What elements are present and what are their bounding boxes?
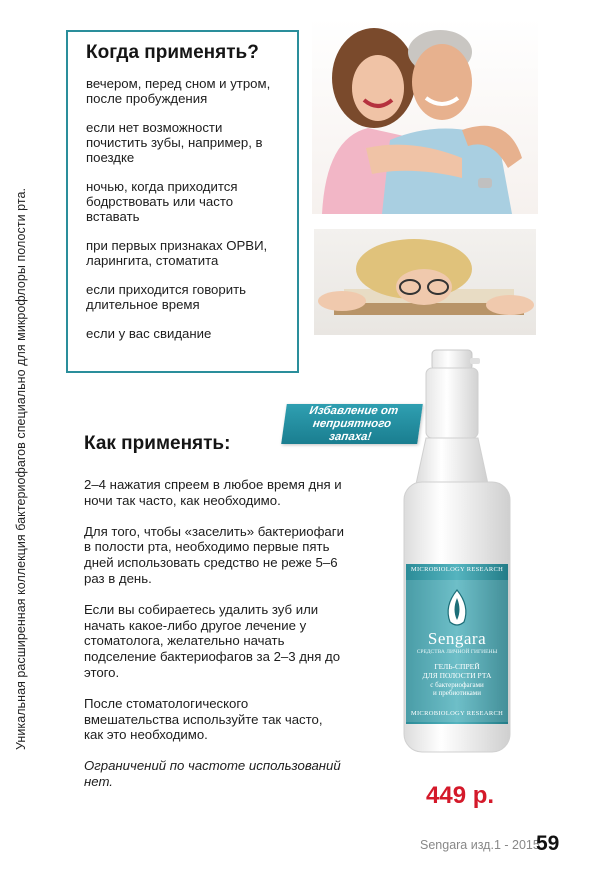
product-band-bottom: MICROBIOLOGY RESEARCH (410, 710, 504, 717)
couple-photo (312, 18, 538, 214)
product-name-line1: ГЕЛЬ-СПРЕЙ (434, 662, 480, 671)
side-caption-container (14, 130, 34, 750)
product-band-top: MICROBIOLOGY RESEARCH (410, 566, 504, 573)
product-name-line2: ДЛЯ ПОЛОСТИ РТА (422, 671, 492, 680)
odor-relief-tag-text: Избавление от неприятного запаха! (308, 404, 400, 443)
when-item: ночью, когда приходится бодрствовать или часто вставать (86, 179, 238, 224)
product-desc-line1: с бактериофагами (430, 681, 484, 689)
product-price: 449 р. (426, 782, 495, 809)
how-to-use-body (84, 477, 344, 805)
product-bottle (392, 344, 522, 764)
how-to-use-title: Как применять: (84, 433, 231, 454)
how-paragraph: Для того, чтобы «заселить» бактериофаги в полости рта, необходимо первые пять дней использовать средство не реже 5–6 раз в день. (84, 523, 344, 586)
page-number: 59 (536, 832, 560, 855)
product-desc-line2: и пребиотиками (433, 689, 481, 697)
side-caption: Уникальная расширенная коллекция бактериофагов специально для микрофлоры полости рта. (14, 187, 28, 750)
when-item: если у вас свидание (86, 326, 212, 341)
how-paragraph: 2–4 нажатия спреем в любое время дня и ночи так часто, как необходимо. (84, 477, 342, 508)
product-subtitle: СРЕДСТВА ЛИЧНОЙ ГИГИЕНЫ (416, 649, 498, 655)
how-note: Ограничений по частоте использований нет. (84, 758, 341, 789)
product-brand: Sengara (427, 629, 487, 648)
when-item: при первых признаках ОРВИ, ларингита, стоматита (86, 238, 268, 268)
sleeping-girl-photo (314, 229, 536, 335)
when-item: если нет возможности почистить зубы, например, в поездке (86, 120, 263, 165)
when-item: если приходится говорить длительное время (86, 282, 246, 312)
when-to-use-box (66, 30, 299, 373)
when-item: вечером, перед сном и утром, после пробуждения (86, 76, 271, 106)
how-paragraph: После стоматологического вмешательства используйте так часто, как это необходимо. (84, 695, 323, 743)
how-paragraph: Если вы собираетесь удалить зуб или начать какое-либо другое лечение у стоматолога, желательно начать подселение бактериофагов за 2–3 дня до этого. (84, 601, 341, 680)
when-to-use-title: Когда применять? (86, 42, 259, 63)
footer-edition: Sengara изд.1 - 2015 (420, 838, 540, 852)
